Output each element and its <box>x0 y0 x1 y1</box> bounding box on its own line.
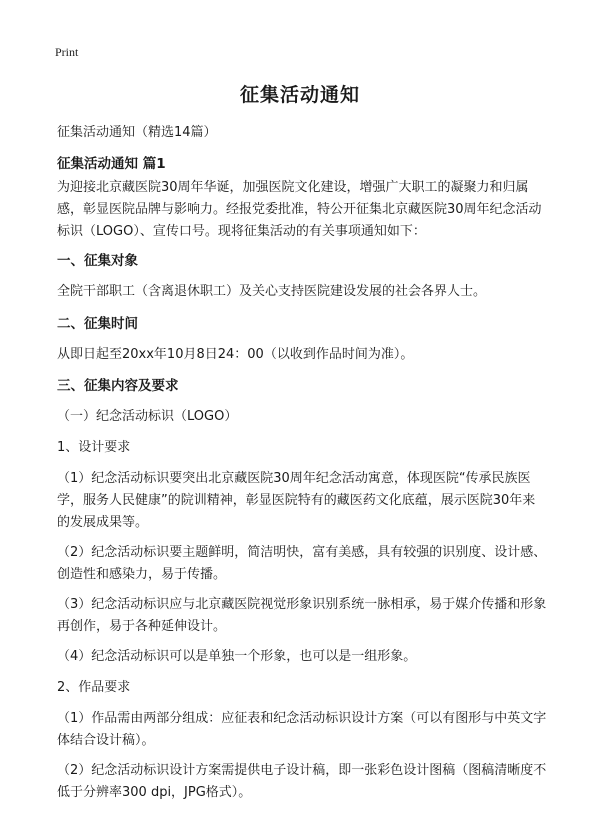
heading-target-group: 一、征集对象 <box>57 253 138 269</box>
paragraph-time: 从即日起至20xx年10月8日24：00（以收到作品时间为准）。 <box>57 347 414 362</box>
heading-time: 二、征集时间 <box>57 316 138 332</box>
subheading-logo: （一）纪念活动标识（LOGO） <box>57 409 238 424</box>
section-heading: 征集活动通知 篇1 <box>57 156 166 172</box>
design-requirement-3: （3）纪念活动标识应与北京藏医院视觉形象识别系统一脉相承，易于媒介传播和形象再创作，易于各种延伸设计。 <box>57 597 547 634</box>
subheading-design-requirements: 1、设计要求 <box>57 440 131 455</box>
page-title: 征集活动通知 <box>239 84 360 106</box>
print-label[interactable]: Print <box>55 45 79 59</box>
document-subtitle: 征集活动通知（精选14篇） <box>57 125 217 140</box>
paragraph-target-group: 全院干部职工（含离退休职工）及关心支持医院建设发展的社会各界人士。 <box>57 284 487 299</box>
work-requirement-1: （1）作品需由两部分组成：应征表和纪念活动标识设计方案（可以有图形与中英文字体结合设计稿）。 <box>57 711 547 748</box>
intro-paragraph: 为迎接北京藏医院30周年华诞，加强医院文化建设，增强广大职工的凝聚力和归属感，彰显医院品牌与影响力。经报党委批准，特公开征集北京藏医院30周年纪念活动标识（LOGO）、宣传口号。现将征集活动的有关事项通知如下： <box>57 180 542 239</box>
design-requirement-4: （4）纪念活动标识可以是单独一个形象，也可以是一组形象。 <box>57 649 417 664</box>
design-requirement-1: （1）纪念活动标识要突出北京藏医院30周年纪念活动寓意，体现医院“传承民族医学，服务人民健康”的院训精神，彰显医院特有的藏医药文化底蕴，展示医院30年来的发展成果等。 <box>57 471 536 530</box>
work-requirement-2: （2）纪念活动标识设计方案需提供电子设计稿，即一张彩色设计图稿（图稿清晰度不低于分辨率300 dpi，JPG格式）。 <box>57 763 547 800</box>
document-body <box>57 177 547 804</box>
heading-content-requirements: 三、征集内容及要求 <box>57 378 179 394</box>
subheading-work-requirements: 2、作品要求 <box>57 680 131 695</box>
design-requirement-2: （2）纪念活动标识要主题鲜明，简洁明快，富有美感，具有较强的识别度、设计感、创造性和感染力，易于传播。 <box>57 545 547 582</box>
